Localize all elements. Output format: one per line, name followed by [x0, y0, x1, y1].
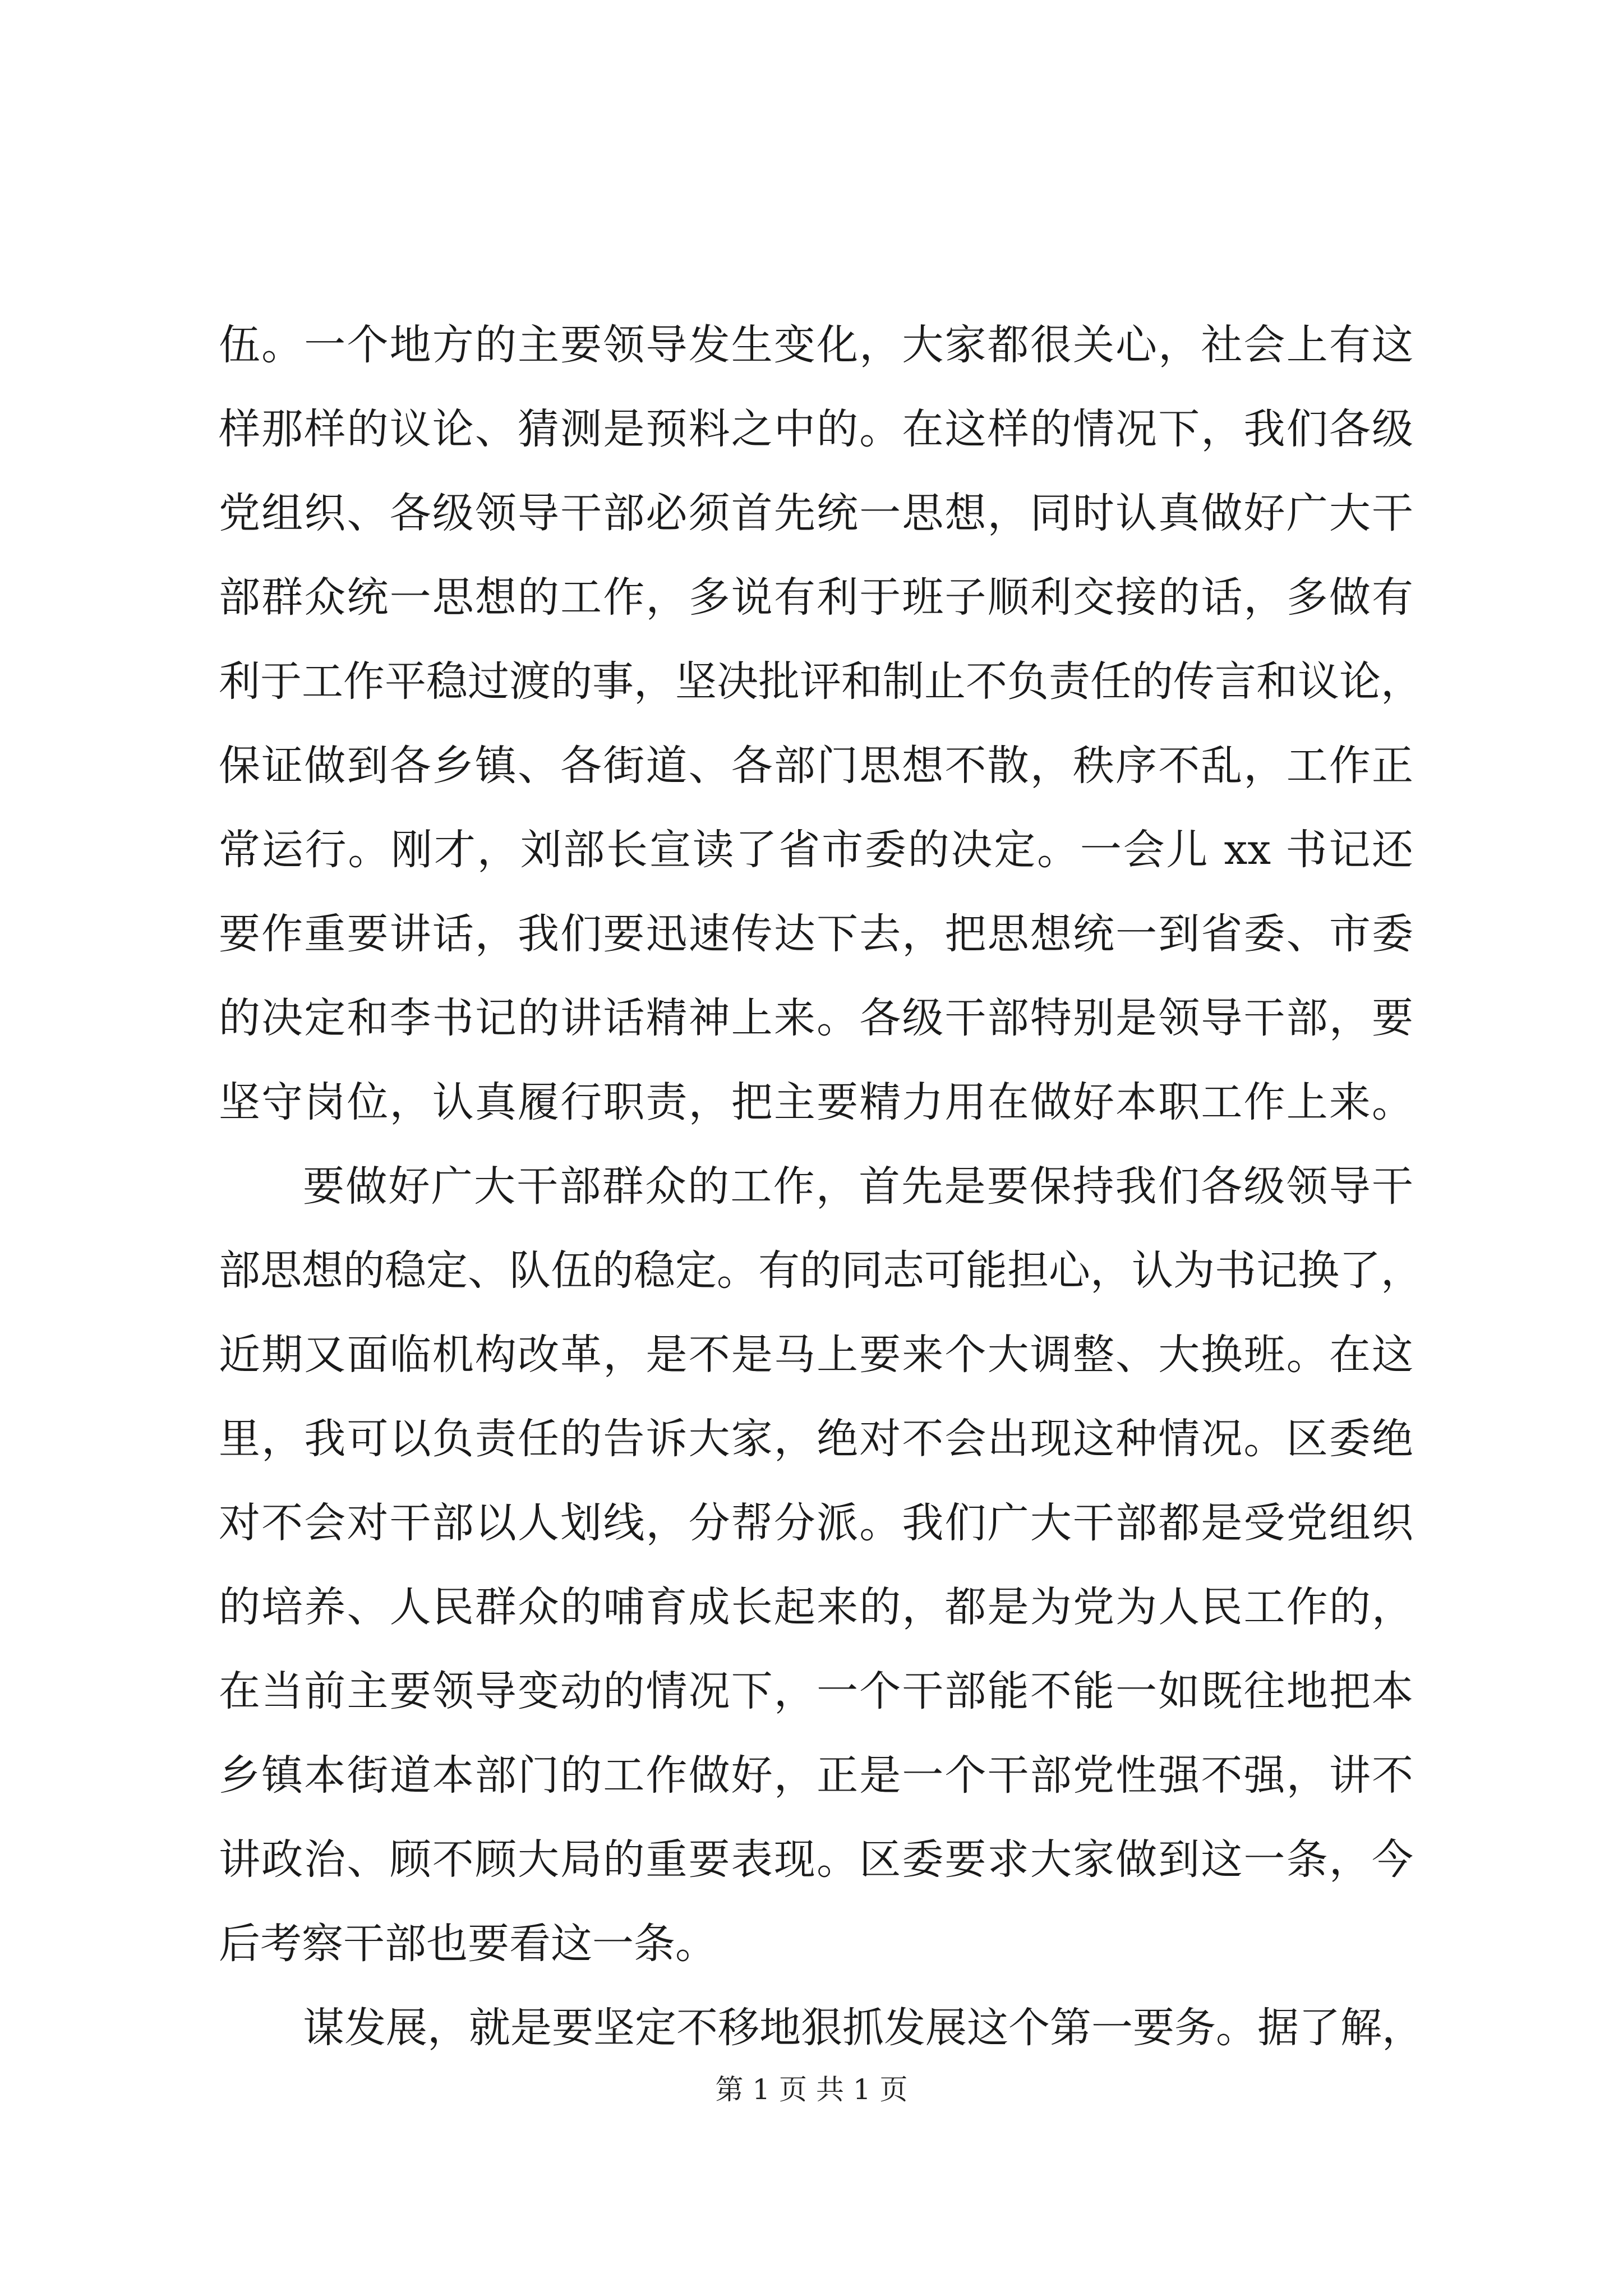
text-line: 要做好广大干部群众的工作，首先是要保持我们各级领导干 — [303, 1162, 1413, 1211]
text-line: 利于工作平稳过渡的事，坚决批评和制止不负责任的传言和议论， — [219, 657, 1422, 706]
text-line: 在当前主要领导变动的情况下，一个干部能不能一如既往地把本 — [219, 1667, 1413, 1715]
text-line: 伍。一个地方的主要领导发生变化，大家都很关心，社会上有这 — [219, 321, 1413, 369]
text-line: 乡镇本街道本部门的工作做好，正是一个干部党性强不强，讲不 — [219, 1751, 1413, 1800]
text-line: 的决定和李书记的讲话精神上来。各级干部特别是领导干部，要 — [219, 994, 1413, 1042]
paragraph-1 — [219, 303, 1422, 1144]
text-line: 讲政治、顾不顾大局的重要表现。区委要求大家做到这一条，今 — [219, 1835, 1413, 1884]
paragraph-2 — [219, 1144, 1422, 1986]
text-line: 近期又面临机构改革，是不是马上要来个大调整、大换班。在这 — [219, 1331, 1413, 1379]
text-line: 样那样的议论、猜测是预料之中的。在这样的情况下，我们各级 — [219, 405, 1413, 453]
text-line: 的培养、人民群众的哺育成长起来的，都是为党为人民工作的， — [219, 1583, 1413, 1631]
text-line: 后考察干部也要看这一条。 — [219, 1920, 717, 1968]
text-line: 保证做到各乡镇、各街道、各部门思想不散，秩序不乱，工作正 — [219, 742, 1413, 790]
paragraph-3 — [219, 1986, 1423, 2070]
document-body — [219, 303, 1423, 2070]
text-line: 常运行。刚才，刘部长宣读了省市委的决定。一会儿 xx 书记还 — [219, 826, 1413, 874]
text-line: 对不会对干部以人划线，分帮分派。我们广大干部都是受党组织 — [219, 1499, 1413, 1547]
text-line: 党组织、各级领导干部必须首先统一思想，同时认真做好广大干 — [219, 489, 1413, 537]
text-line: 坚守岗位，认真履行职责，把主要精力用在做好本职工作上来。 — [219, 1078, 1413, 1126]
page-number-footer: 第 1 页 共 1 页 — [715, 2073, 908, 2106]
text-line: 里，我可以负责任的告诉大家，绝对不会出现这种情况。区委绝 — [219, 1415, 1413, 1463]
text-line: 谋发展，就是要坚定不移地狠抓发展这个第一要务。据了解， — [303, 2004, 1423, 2052]
text-line: 要作重要讲话，我们要迅速传达下去，把思想统一到省委、市委 — [219, 910, 1413, 958]
text-line: 部群众统一思想的工作，多说有利于班子顺利交接的话，多做有 — [219, 573, 1413, 622]
text-line: 部思想的稳定、队伍的稳定。有的同志可能担心，认为书记换了， — [219, 1246, 1422, 1295]
